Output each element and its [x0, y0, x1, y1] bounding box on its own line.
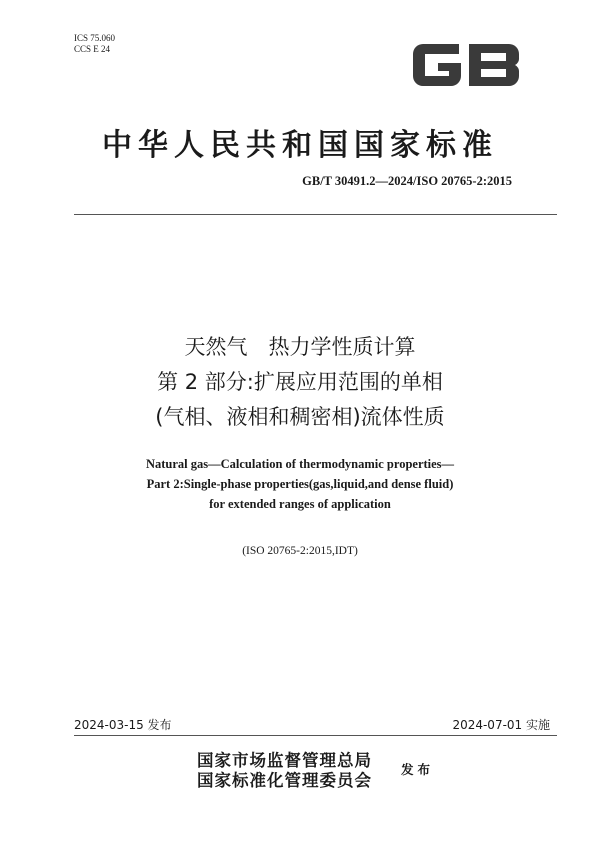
iso-reference: (ISO 20765-2:2015,IDT): [242, 545, 358, 557]
chinese-title-line-3: (气相、液相和稠密相)流体性质: [155, 405, 445, 429]
bottom-divider: [74, 735, 557, 736]
issuer-samr: 国家市场监督管理总局: [197, 751, 372, 770]
classification-codes: [74, 33, 115, 55]
publish-date: 2024-03-15 发布: [74, 718, 172, 732]
ics-code: ICS 75.060: [74, 33, 116, 43]
national-standard-title: 中华人民共和国国家标准: [102, 128, 498, 163]
ccs-code: CCS E 24: [74, 44, 111, 54]
english-title-line-3: for extended ranges of application: [209, 497, 391, 511]
chinese-title-line-2: 第 2 部分:扩展应用范围的单相: [157, 370, 443, 394]
english-title-line-2: Part 2:Single-phase properties(gas,liquid,and dense fluid): [146, 477, 454, 491]
standard-number: GB/T 30491.2—2024/ISO 20765-2:2015: [302, 174, 512, 188]
gb-logo-icon: [409, 40, 525, 90]
issue-label: 发布: [401, 762, 435, 777]
english-title: [0, 454, 600, 514]
chinese-title: [0, 330, 600, 435]
issuing-organizations: [197, 751, 372, 791]
chinese-title-line-1: 天然气 热力学性质计算: [184, 335, 416, 359]
issuer-sac: 国家标准化管理委员会: [197, 771, 372, 790]
english-title-line-1: Natural gas—Calculation of thermodynamic properties—: [145, 457, 455, 471]
top-divider: [74, 214, 557, 215]
implement-date: 2024-07-01 实施: [452, 718, 550, 732]
